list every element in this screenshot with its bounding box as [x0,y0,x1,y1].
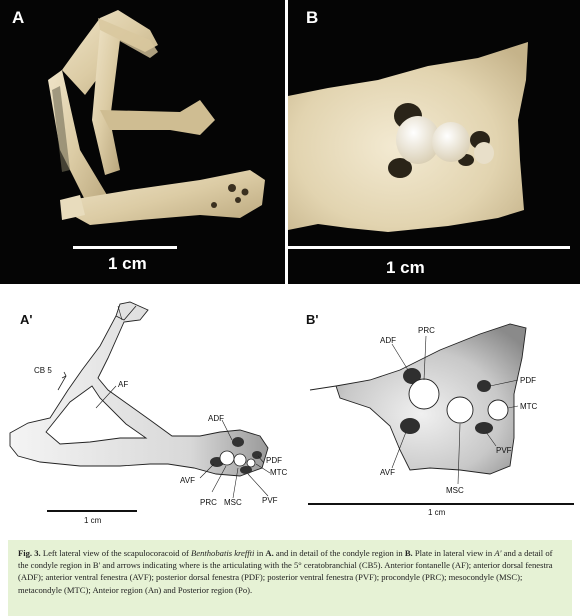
scapulocoracoid-photo-a [0,0,285,284]
panel-label-b: B [306,8,319,27]
label-mtc: MTC [270,468,288,477]
drawing-panel-b-prime [300,298,580,530]
photo-panel-b [288,0,580,284]
caption-text-3: and in detail of the condyle region in [273,548,405,558]
label-prc: PRC [200,498,217,507]
panel-label-a: A [12,8,25,27]
photo-panel-a [0,0,285,284]
caption-ref-a: A. [265,548,274,558]
caption-text-5: and a detail of the condyle region in B' and arrows indicating where is the articulating with the 5° ceratobranchial (CB5). Anterior fontanelle (AF); anterior dorsal fenestra (ADF); anterior ventral fenestra (AVF); posterior dorsal fenestra (PDF); posterior ventral fenestra (PVF); procondyle (PRC); mesocondyle (MSC); metacondyle (MTC); Anteior region (An) and Posterior region (Po). [18,548,553,595]
caption-ref-b: B. [404,548,413,558]
scale-bar-b [288,246,570,249]
caption-ref-a-prime: A' [494,548,502,558]
caption-text-2: in [254,548,266,558]
label-msc-detail: MSC [446,486,464,495]
caption-text-1: Left lateral view of the scapulocoracoid of [40,548,192,558]
scale-bar-a [73,246,177,249]
condyle-photo-b [288,0,580,284]
label-pdf-detail: PDF [520,376,536,385]
caption-fig-label: Fig. 3. [18,548,41,558]
label-prc-detail: PRC [418,326,435,335]
label-mtc-detail: MTC [520,402,538,411]
label-cb5: CB 5 [34,366,52,375]
panel-label-b-prime: B' [306,312,319,327]
drawing-panel-a-prime [0,298,295,530]
caption-species: Benthobatis kreffti [191,548,255,558]
caption-text-4: Plate in lateral view in [412,548,495,558]
label-pdf: PDF [266,456,282,465]
label-adf-detail: ADF [380,336,396,345]
label-avf-detail: AVF [380,468,395,477]
scale-label-a: 1 cm [108,254,147,273]
scale-label-a-prime: 1 cm [84,516,102,525]
figure-caption [8,540,572,616]
condyle-drawing [300,298,580,530]
scale-label-b: 1 cm [386,258,425,277]
label-adf: ADF [208,414,224,423]
scale-label-b-prime: 1 cm [428,508,446,517]
scapulocoracoid-drawing [0,298,295,530]
scale-bar-b-prime [308,503,574,505]
label-avf: AVF [180,476,195,485]
label-af: AF [118,380,129,389]
scale-bar-a-prime [47,510,137,512]
label-pvf-detail: PVF [496,446,512,455]
label-pvf: PVF [262,496,278,505]
label-msc: MSC [224,498,242,507]
panel-label-a-prime: A' [20,312,33,327]
